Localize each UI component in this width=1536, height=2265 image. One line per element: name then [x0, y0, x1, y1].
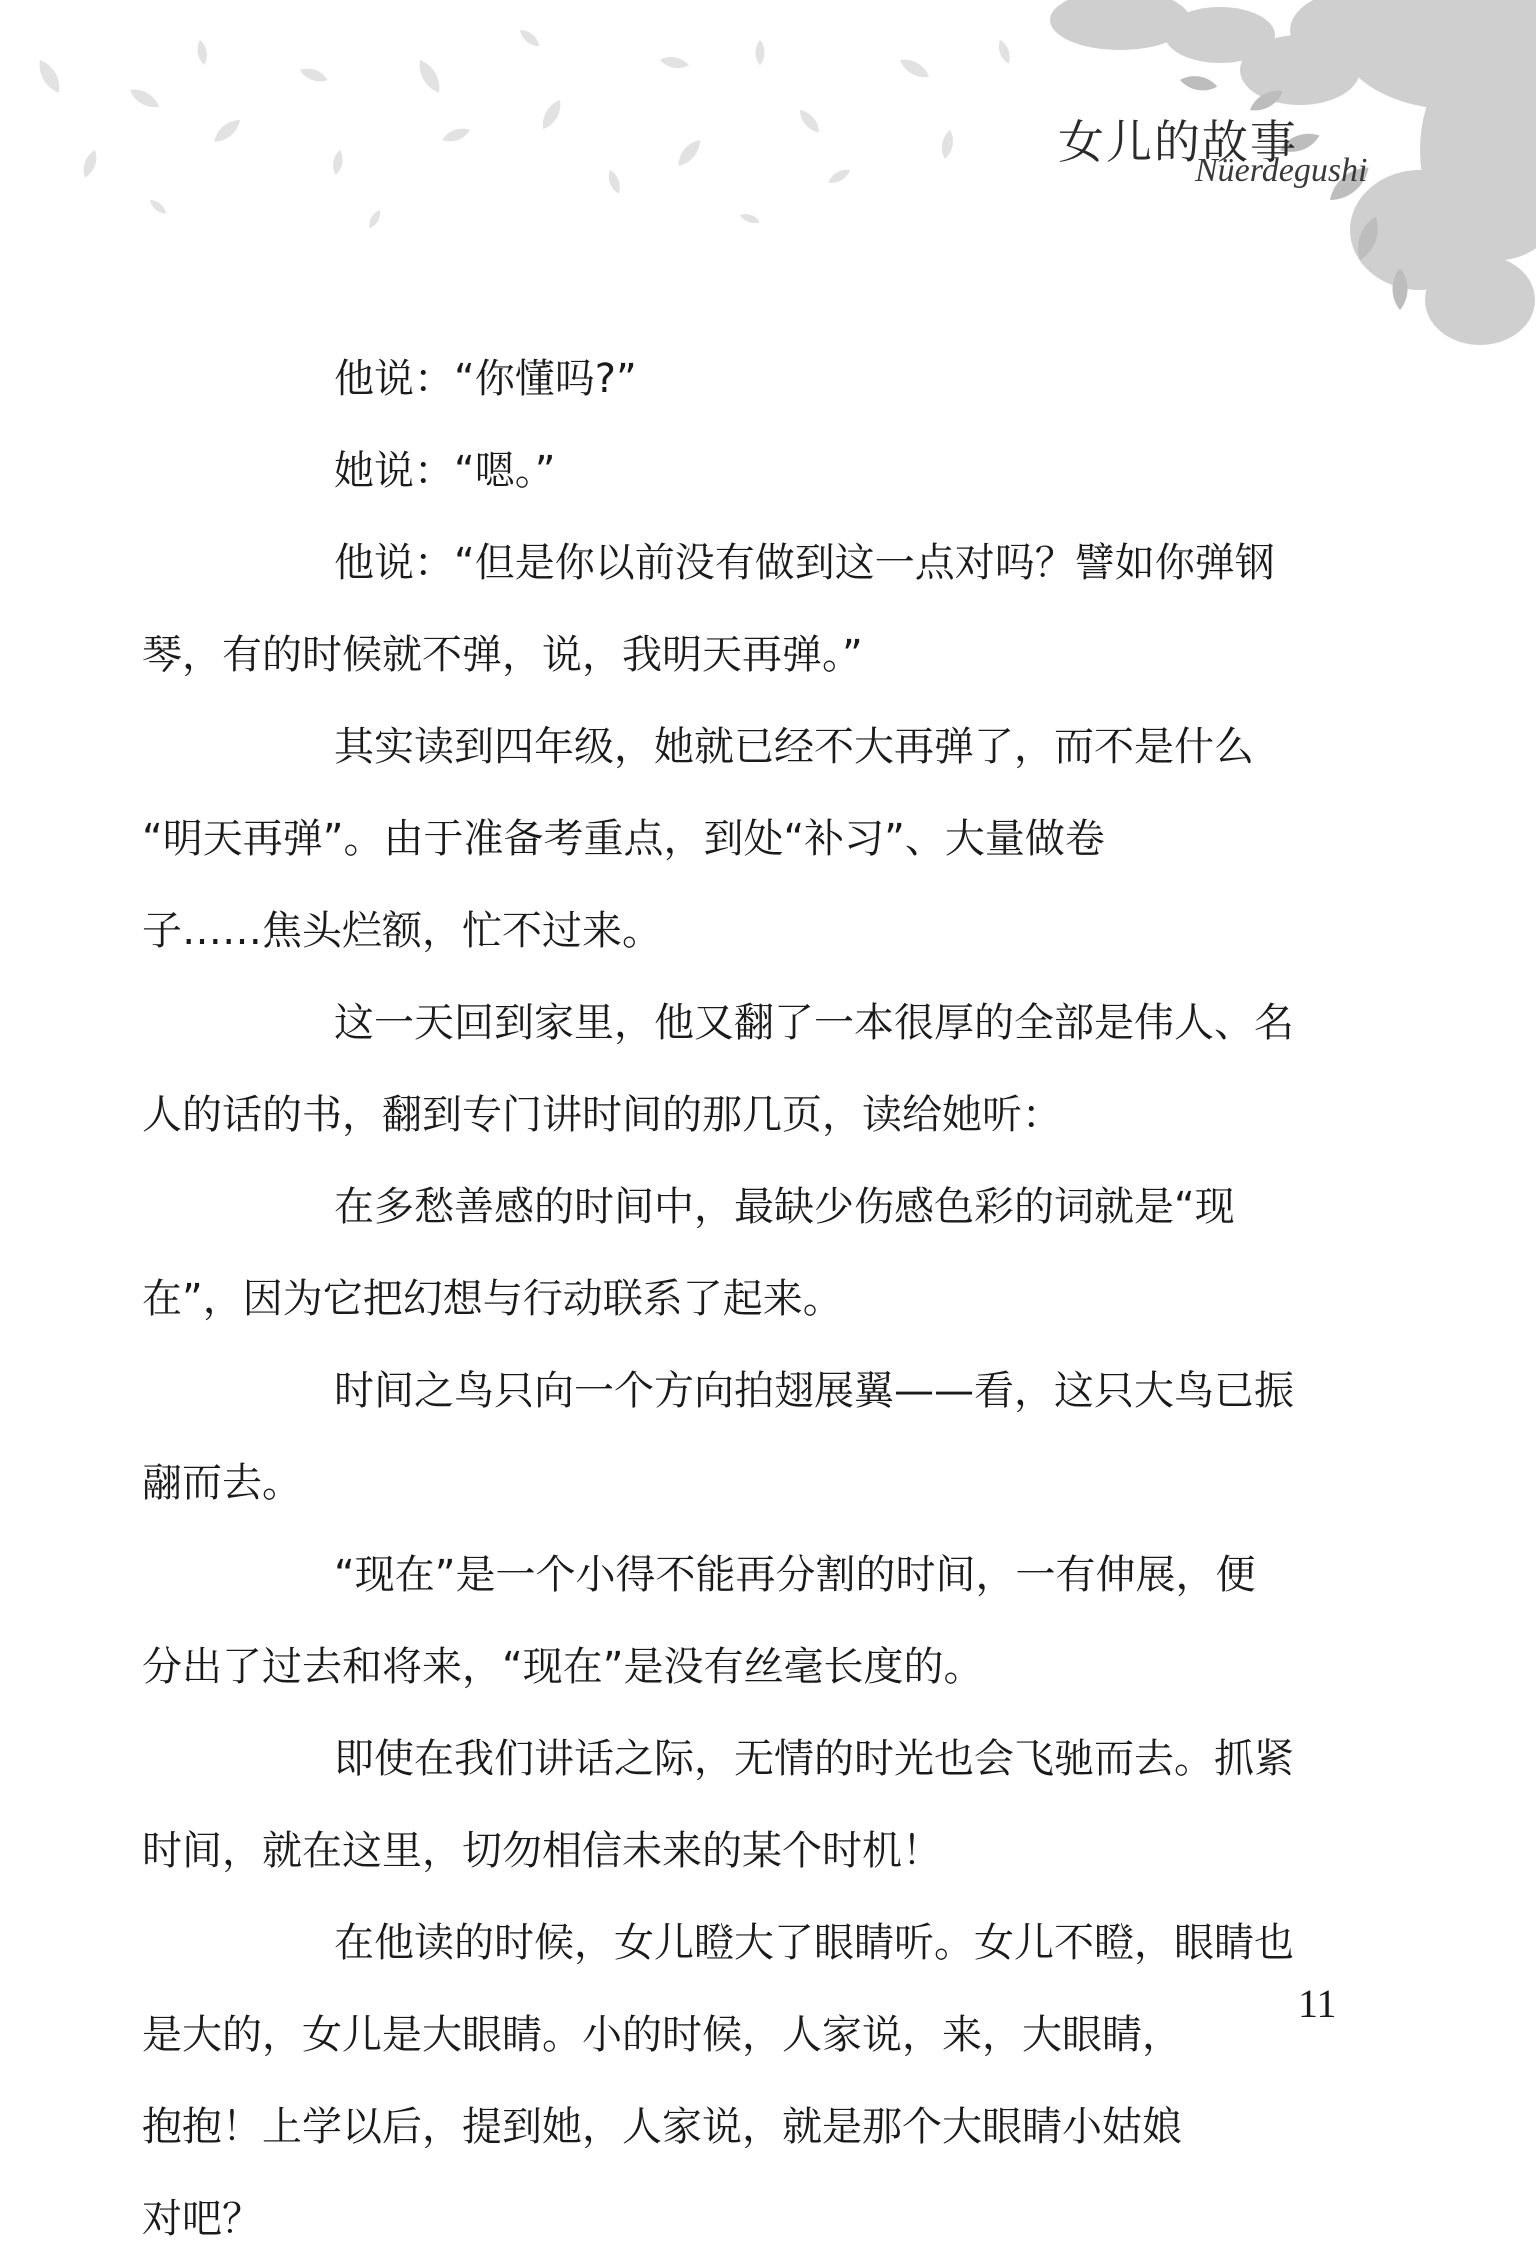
page-number: 11 [1298, 1981, 1337, 2026]
text-line: 人的话的书，翻到专门讲时间的那几页，读给她听： [142, 1092, 1062, 1138]
text-line: 在多愁善感的时间中，最缺少伤感色彩的词就是“现 [334, 1184, 1235, 1230]
paragraph [142, 1529, 1334, 1713]
text-line: 在他读的时候，女儿瞪大了眼睛听。女儿不瞪，眼睛也 [334, 1920, 1294, 1966]
text-line: 即使在我们讲话之际，无情的时光也会飞驰而去。抓紧 [334, 1736, 1294, 1782]
text-line: 时间之鸟只向一个方向拍翅展翼——看，这只大鸟已振 [334, 1368, 1294, 1414]
text-line: 对吧？ [142, 2196, 262, 2242]
text-line: “明天再弹”。由于准备考重点，到处“补习”、大量做卷 [142, 816, 1105, 862]
text-line: 时间，就在这里，切勿相信未来的某个时机！ [142, 1828, 942, 1874]
text-line: 她说：“嗯。” [334, 448, 556, 494]
text-line: 分出了过去和将来，“现在”是没有丝毫长度的。 [142, 1644, 984, 1690]
text-line: 这一天回到家里，他又翻了一本很厚的全部是伟人、名 [334, 1000, 1294, 1046]
text-line: 琴，有的时候就不弹，说，我明天再弹。” [142, 632, 863, 678]
paragraph [142, 1161, 1334, 1345]
body-text [142, 333, 1334, 2265]
running-header-pinyin: Nüerdegushi [1195, 152, 1368, 189]
paragraph [142, 517, 1334, 701]
paragraph [142, 1345, 1334, 1529]
text-line: 他说：“你懂吗?” [334, 356, 637, 402]
text-line: 其实读到四年级，她就已经不大再弹了，而不是什么 [334, 724, 1254, 770]
paragraph [142, 1897, 1334, 2265]
paragraph [238, 425, 1334, 517]
text-line: “现在”是一个小得不能再分割的时间，一有伸展，便 [334, 1552, 1256, 1598]
text-line: 子……焦头烂额，忙不过来。 [142, 908, 662, 954]
text-line: 他说：“但是你以前没有做到这一点对吗？譬如你弹钢 [334, 540, 1275, 586]
falling-leaves-icon [34, 27, 1013, 231]
text-line: 抱抱！上学以后，提到她，人家说，就是那个大眼睛小姑娘 [142, 2104, 1182, 2150]
running-header-title: 女儿的故事 [1058, 115, 1298, 169]
text-line: 是大的，女儿是大眼睛。小的时候，人家说，来，大眼睛， [142, 2012, 1182, 2058]
text-line: 翮而去。 [142, 1460, 302, 1506]
paragraph [142, 1713, 1334, 1897]
text-line: 在”，因为它把幻想与行动联系了起来。 [142, 1276, 843, 1322]
paragraph [238, 333, 1334, 425]
paragraph [142, 701, 1334, 977]
paragraph [142, 977, 1334, 1161]
